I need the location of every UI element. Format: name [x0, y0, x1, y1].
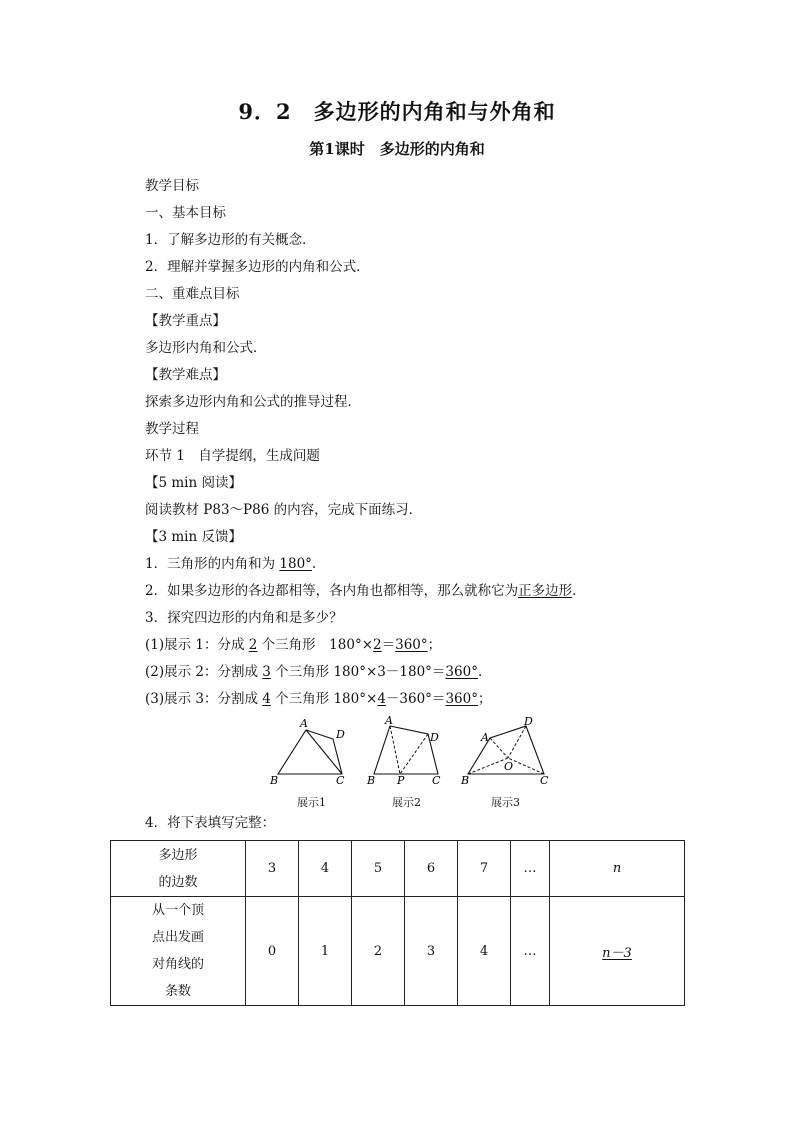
show-2: (2)展示 2：分割成 3 个三角形 180°×3－180°＝360°. — [145, 664, 483, 680]
show-3: (3)展示 3：分割成 4 个三角形 180°×4－360°＝360°； — [145, 691, 492, 707]
text-line: 2．理解并掌握多边形的内角和公式． — [145, 259, 370, 275]
table-cell: 6 — [405, 841, 458, 897]
text-line: 1．了解多边形的有关概念． — [145, 232, 316, 248]
label-P: P — [397, 774, 405, 787]
table-cell: 3 — [246, 841, 299, 897]
text-line: 【3 min 反馈】 — [145, 529, 242, 545]
table-cell: 3 — [405, 897, 458, 1006]
label-A: A — [385, 714, 393, 727]
table-cell: 2 — [352, 897, 405, 1006]
quad-outline — [278, 730, 342, 774]
quad-outline — [374, 726, 438, 774]
text-line: 【教学难点】 — [145, 367, 226, 383]
row-header-sides: 多边形 的边数 — [111, 841, 246, 897]
label-C: C — [336, 774, 345, 787]
text-line: 环节 1 自学提纲，生成问题 — [145, 448, 320, 464]
lesson-subtitle: 第1课时 多边形的内角和 — [309, 140, 485, 158]
text-line: 阅读教材 P83～P86 的内容，完成下面练习． — [145, 502, 423, 518]
label-B: B — [367, 774, 376, 787]
table-cell — [550, 897, 685, 1006]
label-A: A — [481, 731, 489, 744]
label-B: B — [461, 774, 470, 787]
dashed-segment-dp — [400, 734, 428, 774]
table-cell: n — [550, 841, 685, 897]
dashed-segment-ap — [390, 726, 400, 774]
text-line: 教学过程 — [145, 421, 199, 437]
question-3: 3．探究四边形的内角和是多少？ — [145, 610, 343, 626]
figure-caption: 展示1 — [297, 796, 326, 809]
table-row — [111, 897, 685, 1006]
text-line: 多边形内角和公式． — [145, 340, 267, 356]
label-D: D — [336, 728, 345, 741]
label-C: C — [540, 774, 549, 787]
figure-caption: 展示2 — [392, 796, 421, 809]
text-line: 教学目标 — [145, 178, 199, 194]
table-cell: … — [511, 897, 550, 1006]
row-header-diagonals: 从一个顶 点出发画 对角线的 条数 — [111, 897, 246, 1006]
text-line: 探索多边形内角和公式的推导过程． — [145, 394, 361, 410]
text-line: 【教学重点】 — [145, 313, 226, 329]
figure-3 — [458, 714, 558, 793]
label-D: D — [430, 731, 439, 744]
label-C: C — [432, 774, 441, 787]
text-line: 一、基本目标 — [145, 205, 226, 221]
dashed-segment-ao — [490, 738, 508, 758]
label-D: D — [524, 715, 533, 728]
dashed-segment-bo — [468, 758, 508, 774]
table-row — [111, 841, 685, 897]
label-A: A — [300, 717, 308, 730]
polygon-diagonal-table — [110, 840, 685, 1006]
table-cell: 4 — [299, 841, 352, 897]
question-1: 1．三角形的内角和为 180°. — [145, 556, 317, 572]
figure-caption: 展示3 — [491, 796, 520, 809]
table-cell: 5 — [352, 841, 405, 897]
answer: 正多边形 — [518, 583, 573, 599]
label-B: B — [270, 774, 279, 787]
quadrilateral-diagram-2 — [364, 714, 454, 789]
table-cell: 0 — [246, 897, 299, 1006]
page-title: 9．2 多边形的内角和与外角和 — [238, 99, 556, 124]
show-1: (1)展示 1：分成 2 个三角形 180°×2＝360°； — [145, 637, 442, 653]
table-cell: 4 — [458, 897, 511, 1006]
text-line: 二、重难点目标 — [145, 286, 240, 302]
text-line: 【5 min 阅读】 — [145, 475, 242, 491]
table-cell: 1 — [299, 897, 352, 1006]
answer: n－3 — [602, 945, 632, 961]
question-4: 4．将下表填写完整： — [145, 815, 276, 831]
answer: 180° — [279, 556, 312, 572]
label-O: O — [504, 760, 514, 773]
table-cell: … — [511, 841, 550, 897]
quadrilateral-diagram-1 — [268, 714, 358, 789]
figure-1 — [268, 714, 358, 793]
question-2: 2．如果多边形的各边都相等，各内角也都相等，那么就称它为正多边形. — [145, 583, 577, 599]
quadrilateral-diagram-3 — [458, 714, 558, 789]
figure-2 — [364, 714, 454, 793]
table-cell: 7 — [458, 841, 511, 897]
